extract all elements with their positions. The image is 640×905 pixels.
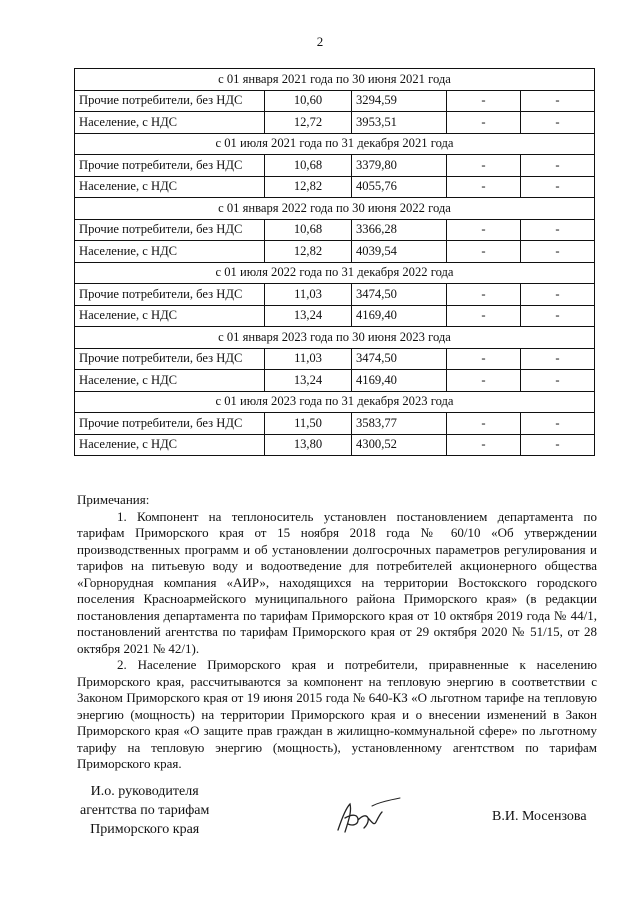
- dash-cell: -: [521, 112, 595, 134]
- value-cell: 13,80: [265, 434, 352, 456]
- table-row: [75, 434, 595, 456]
- tariff-table: [74, 68, 595, 456]
- value-cell: 4169,40: [352, 370, 447, 392]
- value-cell: 3379,80: [352, 155, 447, 177]
- notes-section: [77, 492, 597, 773]
- dash-cell: -: [521, 370, 595, 392]
- period-label: с 01 января 2022 года по 30 июня 2022 года: [75, 198, 595, 220]
- note-item-1: 1. Компонент на теплоноситель установлен постановлением департамента по тарифам Приморского края от 15 ноября 2018 года № 60/10 «Об утверждении производственных программ и об установлении долгосрочных параметров регулирования и тарифов на питьевую воду и водоотведение для потребителей акционерного общества «Горнорудная компания «АИР», находящихся на территории Востокского городского поселения Красноармейского муниципального района Приморского края» (в редакции постановления департамента по тарифам Приморского края от 10 октября 2019 года № 44/1, постановлений агентства по тарифам Приморского края от 29 октября 2020 № 51/15, от 28 октября 2021 № 42/1).: [77, 508, 597, 656]
- consumer-cell: Прочие потребители, без НДС: [75, 413, 265, 435]
- dash-cell: -: [447, 90, 521, 112]
- table-row: [75, 348, 595, 370]
- dash-cell: -: [521, 413, 595, 435]
- value-cell: 3366,28: [352, 219, 447, 241]
- value-cell: 13,24: [265, 305, 352, 327]
- dash-cell: -: [447, 284, 521, 306]
- tariff-table-body: [75, 69, 595, 456]
- signatory-title-line: агентства по тарифам: [80, 803, 210, 818]
- value-cell: 3474,50: [352, 348, 447, 370]
- value-cell: 12,82: [265, 176, 352, 198]
- value-cell: 3474,50: [352, 284, 447, 306]
- signatory-title: [80, 782, 209, 839]
- period-header-row: [75, 327, 595, 349]
- table-row: [75, 176, 595, 198]
- consumer-cell: Население, с НДС: [75, 305, 265, 327]
- dash-cell: -: [447, 434, 521, 456]
- dash-cell: -: [447, 370, 521, 392]
- consumer-cell: Прочие потребители, без НДС: [75, 155, 265, 177]
- period-label: с 01 июля 2022 года по 31 декабря 2022 года: [75, 262, 595, 284]
- signer-name: В.И. Мосензова: [492, 809, 587, 824]
- table-row: [75, 370, 595, 392]
- table-row: [75, 241, 595, 263]
- table-row: [75, 155, 595, 177]
- dash-cell: -: [447, 305, 521, 327]
- value-cell: 12,72: [265, 112, 352, 134]
- period-label: с 01 января 2021 года по 30 июня 2021 года: [75, 69, 595, 91]
- table-row: [75, 413, 595, 435]
- value-cell: 12,82: [265, 241, 352, 263]
- period-header-row: [75, 69, 595, 91]
- value-cell: 4169,40: [352, 305, 447, 327]
- dash-cell: -: [521, 155, 595, 177]
- consumer-cell: Население, с НДС: [75, 370, 265, 392]
- table-row: [75, 305, 595, 327]
- dash-cell: -: [521, 348, 595, 370]
- period-header-row: [75, 133, 595, 155]
- value-cell: 11,50: [265, 413, 352, 435]
- dash-cell: -: [521, 90, 595, 112]
- dash-cell: -: [447, 241, 521, 263]
- consumer-cell: Население, с НДС: [75, 241, 265, 263]
- dash-cell: -: [447, 112, 521, 134]
- notes-heading: Примечания:: [77, 492, 150, 507]
- note-item-2: 2. Население Приморского края и потребители, приравненные к населению Приморского края, рассчитываются за компонент на тепловую энергию в соответствии с Законом Приморского края от 19 июня 2015 года № 640-КЗ «О льготном тарифе на тепловую энергию (мощность) на территории Приморского края и о внесении изменений в Закон Приморского края «О защите прав граждан в жилищно-коммунальной сфере» по льготному тарифу на тепловую энергию (мощность), установленному агентством по тарифам Приморского края.: [77, 657, 597, 771]
- consumer-cell: Прочие потребители, без НДС: [75, 284, 265, 306]
- value-cell: 11,03: [265, 348, 352, 370]
- period-label: с 01 июля 2021 года по 31 декабря 2021 года: [75, 133, 595, 155]
- dash-cell: -: [521, 305, 595, 327]
- period-label: с 01 января 2023 года по 30 июня 2023 года: [75, 327, 595, 349]
- value-cell: 11,03: [265, 284, 352, 306]
- value-cell: 3583,77: [352, 413, 447, 435]
- dash-cell: -: [521, 434, 595, 456]
- table-row: [75, 219, 595, 241]
- signatory-title-line: Приморского края: [90, 822, 200, 837]
- value-cell: 13,24: [265, 370, 352, 392]
- consumer-cell: Население, с НДС: [75, 112, 265, 134]
- consumer-cell: Население, с НДС: [75, 176, 265, 198]
- dash-cell: -: [521, 219, 595, 241]
- table-row: [75, 90, 595, 112]
- period-label: с 01 июля 2023 года по 31 декабря 2023 года: [75, 391, 595, 413]
- table-row: [75, 284, 595, 306]
- value-cell: 10,60: [265, 90, 352, 112]
- handwritten-signature: [328, 792, 408, 840]
- dash-cell: -: [521, 241, 595, 263]
- period-header-row: [75, 391, 595, 413]
- period-header-row: [75, 198, 595, 220]
- consumer-cell: Население, с НДС: [75, 434, 265, 456]
- value-cell: 4300,52: [352, 434, 447, 456]
- value-cell: 4055,76: [352, 176, 447, 198]
- dash-cell: -: [447, 155, 521, 177]
- dash-cell: -: [447, 176, 521, 198]
- period-header-row: [75, 262, 595, 284]
- signatory-title-line: И.о. руководителя: [90, 784, 199, 799]
- value-cell: 10,68: [265, 155, 352, 177]
- dash-cell: -: [447, 219, 521, 241]
- dash-cell: -: [521, 176, 595, 198]
- consumer-cell: Прочие потребители, без НДС: [75, 348, 265, 370]
- dash-cell: -: [447, 413, 521, 435]
- table-row: [75, 112, 595, 134]
- value-cell: 10,68: [265, 219, 352, 241]
- dash-cell: -: [447, 348, 521, 370]
- dash-cell: -: [521, 284, 595, 306]
- value-cell: 4039,54: [352, 241, 447, 263]
- value-cell: 3294,59: [352, 90, 447, 112]
- page-number: 2: [316, 34, 324, 49]
- consumer-cell: Прочие потребители, без НДС: [75, 90, 265, 112]
- consumer-cell: Прочие потребители, без НДС: [75, 219, 265, 241]
- value-cell: 3953,51: [352, 112, 447, 134]
